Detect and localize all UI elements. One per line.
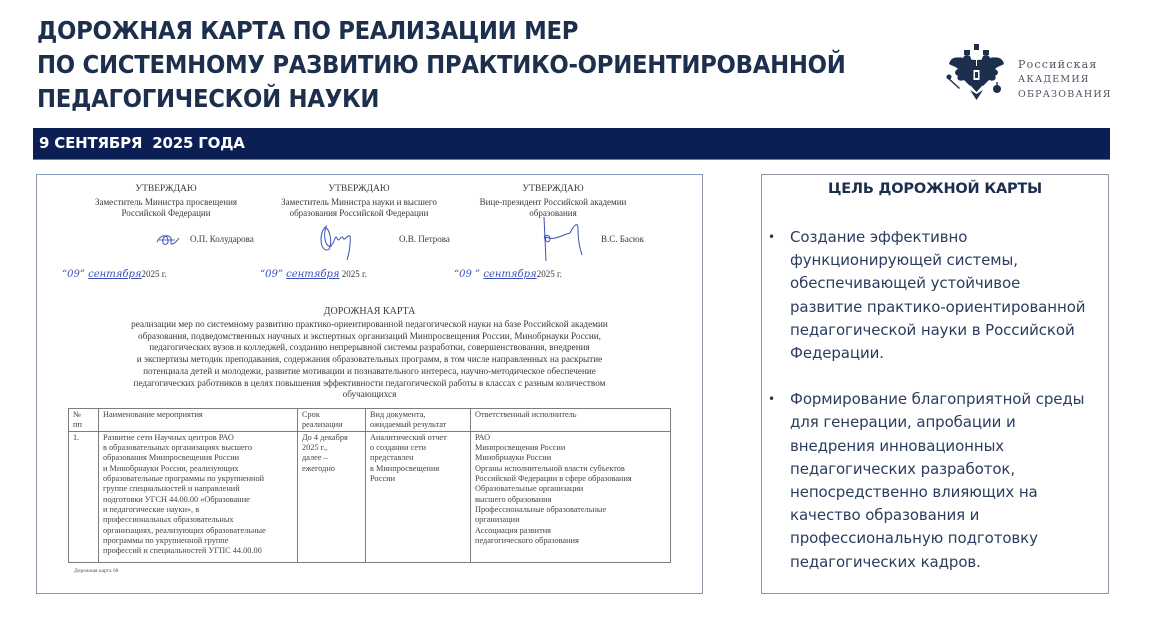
document-footer: Дорожная карта 08	[74, 568, 119, 574]
cell-text-line: организации	[475, 515, 520, 525]
approval-heading: УТВЕРЖДАЮ	[328, 184, 390, 194]
cell-text-line: 1.	[73, 432, 80, 442]
goal-text-line: Федерации.	[790, 344, 884, 363]
cell-text-line: в Минпросвещения	[370, 463, 440, 473]
cell-text-line: Органы исполнительной власти субъектов	[475, 463, 625, 473]
table-row	[69, 431, 671, 562]
goal-text-line: Создание эффективно	[790, 228, 968, 246]
approval-block	[66, 184, 266, 220]
cell-text-line: образования Минпросвещения России	[103, 453, 240, 463]
goal-text-line: педагогических кадров.	[790, 552, 981, 571]
cell-text-line: Аналитический отчет	[370, 432, 447, 442]
cell-text-line: программы по укрупненной группе	[103, 536, 229, 546]
subtitle-line: потенциала детей и молодежи, развитие мотивации и познавательного интереса, научно-методическое обеспечение	[143, 365, 596, 376]
approval-position: образования Российской Федерации	[289, 208, 429, 218]
date-day: 09	[265, 269, 278, 280]
goal-title: ЦЕЛЬ ДОРОЖНОЙ КАРТЫ	[828, 181, 1042, 197]
table-header-row	[69, 409, 671, 432]
roadmap-table	[68, 408, 671, 563]
approval-block	[259, 184, 459, 220]
cell-text-line: образовательные программы по укрупненной	[103, 474, 265, 484]
logo-line: Российская	[1018, 58, 1098, 71]
subtitle-line: педагогических вузов и колледжей, созданию непрерывной системы разработки, совершенствования, внедрения	[149, 342, 590, 353]
goal-text-line: внедрения инновационных	[790, 436, 1005, 455]
subtitle-line: обучающихся	[342, 389, 397, 400]
goal-text-line: профессиональную подготовку	[790, 529, 1038, 548]
title-line: ДОРОЖНАЯ КАРТА ПО РЕАЛИЗАЦИИ МЕР	[37, 16, 579, 45]
cell-text-line: ежегодно	[302, 463, 335, 473]
header-cell	[298, 409, 366, 432]
date-day: 09	[67, 269, 80, 280]
goal-text-line: для генерации, апробации и	[790, 413, 1016, 432]
cell-text-line: профессиональных образовательных	[103, 515, 234, 525]
cell-text-line: высшего образования	[475, 494, 552, 504]
page-title	[37, 14, 846, 116]
approval-position: Вице-президент Российской академии	[479, 196, 627, 207]
cell-text-line: подготовки УГСН 44.00.00 «Образование	[103, 494, 250, 504]
approval-position: Российской Федерации	[121, 208, 211, 218]
cell-text-line: Развитие сети Научных центров РАО	[103, 432, 234, 442]
cell-text-line: реализации	[302, 420, 343, 430]
goal-text-line: непосредственно влияющих на	[790, 483, 1038, 502]
header-cell	[471, 409, 671, 432]
cell-text-line: Российской Федерации в сфере образования	[475, 474, 632, 484]
subtitle-line: реализации мер по системному развитию практико-ориентированной педагогической науки на базе Российской академии	[131, 319, 608, 329]
title-line: ПЕДАГОГИЧЕСКОЙ НАУКИ	[37, 84, 380, 113]
header-cell	[69, 409, 99, 432]
cell-result	[366, 431, 471, 562]
cell-text-line: Образовательные организации	[475, 484, 584, 494]
logo-line: ОБРАЗОВАНИЯ	[1018, 89, 1112, 100]
double-headed-eagle-icon	[946, 42, 1008, 102]
logo-text	[1018, 57, 1112, 102]
cell-text-line: и Минобрнауки России, реализующих	[103, 463, 239, 473]
cell-text-line: До 4 декабря	[302, 432, 348, 442]
cell-text-line: и педагогические науки», в	[103, 505, 200, 515]
cell-text-line: Вид документа,	[370, 410, 426, 419]
cell-text-line: профессий и специальностей УГПС 44.00.00	[103, 546, 262, 556]
cell-responsible	[471, 431, 671, 562]
cell-text-line: далее –	[302, 453, 328, 463]
signatory-name: О.В. Петрова	[399, 234, 450, 244]
bullet-icon: •	[768, 230, 775, 244]
title-line: ПО СИСТЕМНОМУ РАЗВИТИЮ ПРАКТИКО-ОРИЕНТИРОВАННОЙ	[37, 50, 846, 79]
date-month: сентября	[286, 269, 340, 280]
goal-text-line: развитие практико-ориентированной	[790, 297, 1086, 316]
goal-text-line: качество образования и	[790, 506, 980, 525]
goal-text-line: педагогических разработок,	[790, 459, 1016, 478]
goal-list	[762, 226, 1108, 597]
cell-text-line: Ответственный исполнитель	[475, 410, 577, 419]
cell-text-line: Минобрнауки России	[475, 453, 552, 463]
signatory-name: О.П. Колударова	[190, 234, 254, 244]
cell-text-line: пп	[73, 420, 82, 430]
approval-heading: УТВЕРЖДАЮ	[135, 184, 197, 194]
cell-text-line: Срок	[302, 410, 320, 419]
subtitle-line: и экспертизы методик преподавания, содержания образовательных программ, в том числе направленных на раскрытие	[136, 354, 603, 365]
cell-text-line: №	[73, 410, 81, 419]
cell-text-line: педагогического образования	[475, 536, 579, 546]
bullet-icon: •	[768, 392, 775, 407]
cell-text-line: Профессиональные образовательные	[475, 505, 607, 515]
cell-text-line: РАО	[475, 432, 491, 442]
goal-item	[762, 226, 1108, 365]
signature-icon	[317, 220, 357, 262]
approval-position: Заместитель Министра науки и высшего	[281, 196, 437, 207]
cell-text-line: ожидаемый результат	[370, 420, 447, 430]
document-subtitle	[57, 319, 682, 401]
logo-line: АКАДЕМИЯ	[1018, 74, 1090, 85]
header-cell	[99, 409, 298, 432]
cell-num	[69, 431, 99, 562]
goal-panel	[761, 174, 1109, 594]
goal-text-line: педагогической науки в Российской	[790, 320, 1075, 339]
cell-text-line: Минпросвещения России	[475, 443, 566, 453]
date-year: 2025 г.	[341, 269, 367, 279]
cell-text-line: 2025 г.,	[302, 443, 328, 453]
signatory-name: В.С. Басюк	[601, 234, 645, 244]
header-cell	[366, 409, 471, 432]
cell-text-line: о создании сети	[370, 443, 427, 453]
date-day: 09	[459, 269, 472, 280]
date-month: сентября	[88, 269, 142, 280]
approval-date: “09 ” сентября2025 г.	[454, 269, 562, 280]
rao-logo	[946, 42, 1116, 102]
approval-position: Заместитель Министра просвещения	[94, 196, 238, 207]
cell-text-line: России	[370, 474, 396, 484]
date-bar	[33, 128, 1110, 160]
signature-icon	[540, 215, 590, 265]
approval-date: “09” сентября2025 г.	[62, 269, 167, 280]
subtitle-line: педагогических работников в целях повышения эффективности педагогической работы в классах с разным количеством	[133, 377, 606, 388]
roadmap-document	[36, 174, 703, 594]
approval-heading: УТВЕРЖДАЮ	[522, 184, 584, 194]
subtitle-line: образования, подведомственных научных и экспертных организаций Минпросвещения России, Минобрнауки России,	[138, 330, 601, 341]
cell-term	[298, 431, 366, 562]
goal-item	[762, 388, 1108, 574]
cell-text-line: представлен	[370, 453, 414, 463]
cell-text-line: в образовательных организациях высшего	[103, 443, 253, 453]
cell-name	[99, 431, 298, 562]
cell-text-line: группе специальностей и направлений	[103, 484, 240, 494]
date-label: 9 СЕНТЯБРЯ 2025 ГОДА	[39, 134, 245, 152]
date-year: 2025 г.	[536, 269, 562, 279]
goal-text-line: функционирующей системы,	[790, 251, 1018, 270]
date-month: сентября	[483, 269, 537, 280]
cell-text-line: Наименование мероприятия	[103, 410, 203, 419]
approval-position: образования	[529, 208, 577, 218]
goal-text-line: Формирование благоприятной среды	[790, 390, 1085, 409]
signature-icon	[155, 230, 181, 250]
approval-date: “09” сентября 2025 г.	[260, 269, 367, 280]
cell-text-line: Ассоциация развития	[475, 525, 551, 535]
goal-text-line: обеспечивающей устойчивое	[790, 274, 1021, 293]
date-year: 2025 г.	[141, 269, 167, 279]
document-heading: ДОРОЖНАЯ КАРТА	[323, 306, 416, 317]
cell-text-line: организациях, реализующих образовательные	[103, 525, 266, 535]
